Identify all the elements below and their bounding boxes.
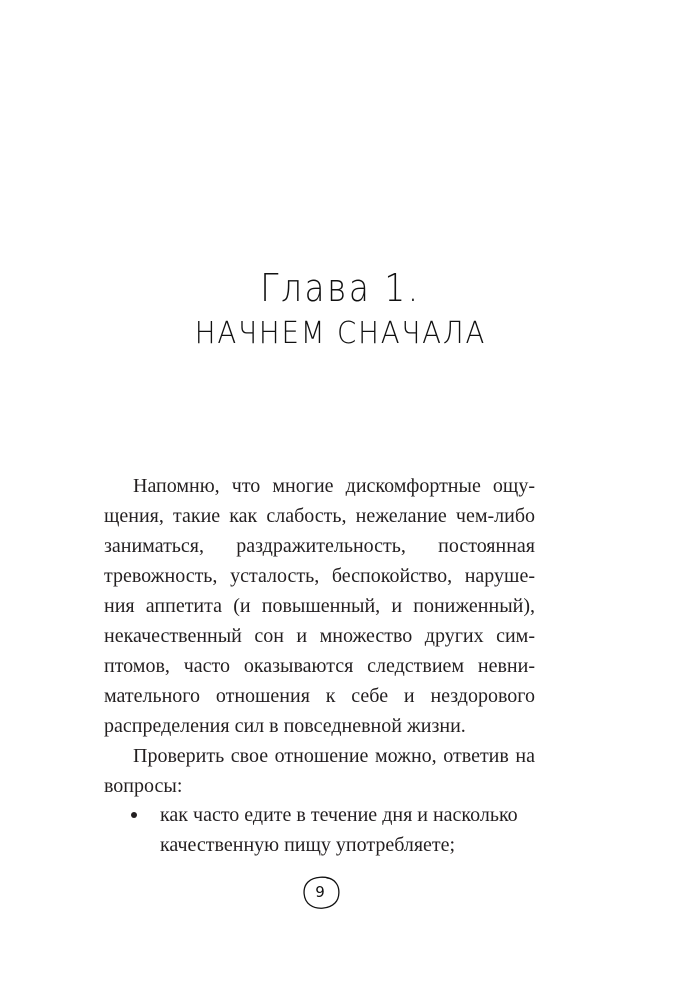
bullet-icon xyxy=(131,812,137,818)
page-number: 9 xyxy=(315,883,325,901)
list-item-text: как часто едите в течение дня и насколько качественную пищу употребляете; xyxy=(160,804,518,856)
paragraph-text: Проверить свое отношение можно, ответив на вопросы: xyxy=(104,745,535,797)
chapter-title: НАЧНЕМ СНАЧАЛА xyxy=(194,316,487,351)
page-number-badge xyxy=(300,874,344,912)
body-paragraph-2 xyxy=(104,741,535,801)
question-list xyxy=(104,800,535,860)
list-item xyxy=(104,800,535,860)
paragraph-text: Напомню, что многие дискомфортные ощущения, такие как слабость, нежелание чем-либо заниматься, раздражительность, постоянная тревожность, усталость, беспокойство, нарушения аппетита (и повышенный, и пониженный), некачественный сон и множество других симптомов, часто оказываются следствием невнимательного отношения к себе и нездорового распределения сил в повседневной жизни. xyxy=(104,475,535,737)
chapter-number: Глава 1. xyxy=(260,266,421,310)
body-paragraph-1 xyxy=(104,471,535,741)
